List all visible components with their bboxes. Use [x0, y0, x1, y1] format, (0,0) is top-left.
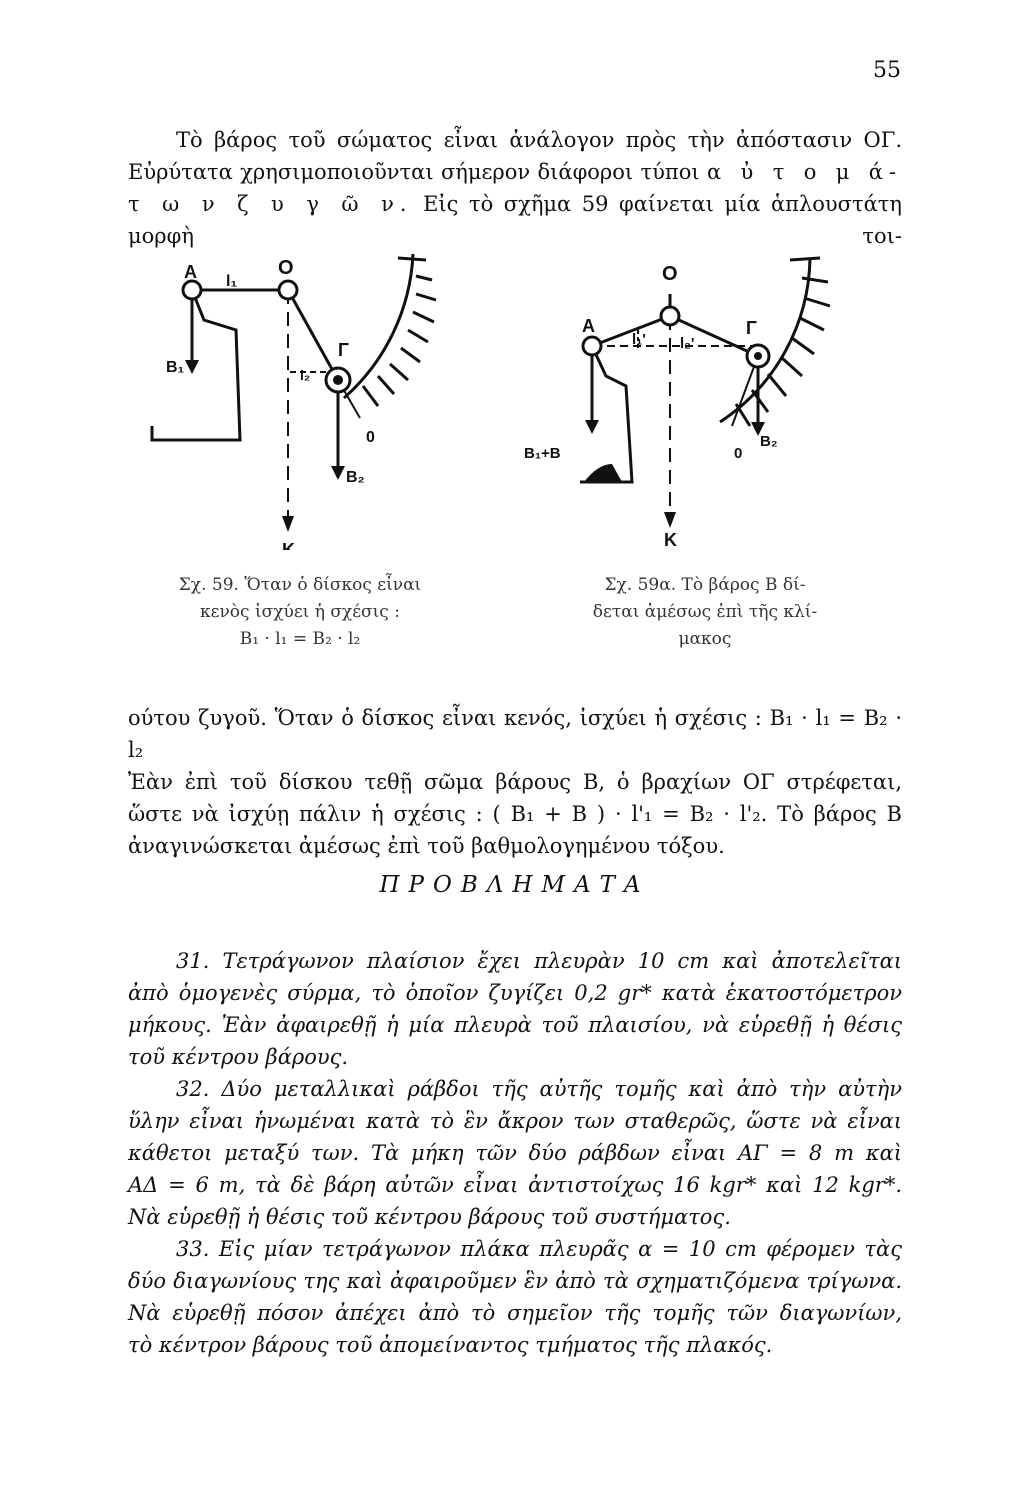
figure-59-caption: Σχ. 59. Ὅταν ὁ δίσκος εἶναι κενὸς ἰσχύει ἡ σχέσις : B₁ · l₁ = B₂ · l₂	[178, 575, 422, 649]
text-line: κάθετοι μεταξύ των. Τὰ μήκη τῶν δύο ράβδων εἶναι ΑΓ = 8 m καὶ	[128, 1141, 902, 1165]
label-zero: 0	[366, 429, 375, 446]
problem-31	[128, 945, 902, 1073]
text-line: ἀπὸ ὁμογενὲς σύρμα, τὸ ὁποῖον ζυγίζει 0,2 gr* κατὰ ἑκατοστόμετρον	[128, 981, 902, 1005]
text-line: ἀναγινώσκεται ἀμέσως ἐπὶ τοῦ βαθμολογημένου τόξου.	[128, 834, 725, 858]
text-line: Νὰ εὑρεθῇ ἡ θέσις τοῦ κέντρου βάρους τοῦ συστήματος.	[128, 1205, 731, 1229]
figure-59	[130, 250, 490, 554]
text-line: μήκους. Ἐὰν ἀφαιρεθῇ ἡ μία πλευρὰ τοῦ πλαισίου, νὰ εὑρεθῇ ἡ θέσις	[128, 1013, 902, 1037]
text-line: 32. Δύο μεταλλικαὶ ράβδοι τῆς αὐτῆς τομῆς καὶ ἀπὸ τὴν αὐτὴν	[176, 1077, 902, 1101]
intro-paragraph	[128, 124, 902, 252]
label-zero: 0	[734, 445, 743, 462]
figure-59a-caption: Σχ. 59α. Τὸ βάρος B δί- δεται ἀμέσως ἐπὶ τῆς κλί- μακος	[592, 575, 818, 649]
text-line: Εὐρύτατα χρησιμοποιοῦνται σήμερον διάφοροι τύποι α ὐ τ ο μ ά-	[128, 160, 903, 184]
text-line: ὥστε νὰ ἰσχύῃ πάλιν ἡ σχέσις : ( B₁ + B ) · l'₁ = B₂ · l'₂. Τὸ βάρος B	[128, 802, 902, 826]
label-l2: l₂	[300, 367, 311, 383]
figure-59-diagram	[130, 250, 490, 550]
label-O: O	[278, 257, 294, 279]
label-l2: l₂'	[680, 335, 695, 352]
label-B2: B₂	[760, 433, 778, 450]
label-gamma: Γ	[746, 318, 757, 338]
problem-33	[128, 1233, 902, 1361]
problem-32	[128, 1073, 902, 1233]
label-A: A	[582, 316, 595, 336]
label-l1: l₁'	[632, 331, 646, 348]
label-K: K	[664, 530, 677, 550]
text-line: τὸ κέντρον βάρους τοῦ ἀπομείναντος τμήματος τῆς πλακός.	[128, 1333, 773, 1357]
text-line: 33. Εἰς μίαν τετράγωνον πλάκα πλευρᾶς α = 10 cm φέρομεν τὰς	[176, 1237, 902, 1261]
text-line: ΑΔ = 6 m, τὰ δὲ βάρη αὐτῶν εἶναι ἀντιστοίχως 16 kgr* καὶ 12 kgr*.	[128, 1173, 902, 1197]
figure-59a	[520, 250, 850, 554]
page-number: 55	[873, 58, 901, 83]
text-line: Νὰ εὑρεθῇ πόσον ἀπέχει ἀπὸ τὸ σημεῖον τῆς τομῆς τῶν διαγωνίων,	[128, 1301, 902, 1325]
body-paragraph	[128, 702, 902, 862]
label-B2: B₂	[346, 469, 365, 486]
problems-section	[128, 945, 902, 1361]
label-l1: l₁	[226, 273, 238, 290]
spaced-word: α ὐ τ ο μ ά-	[707, 160, 903, 184]
text-line: 31. Τετράγωνον πλαίσιον ἔχει πλευρὰν 10 cm καὶ ἀποτελεῖται	[176, 949, 902, 973]
text-line: τοῦ κέντρου βάρους.	[128, 1045, 349, 1069]
text-line: Τὸ βάρος τοῦ σώματος εἶναι ἀνάλογον πρὸς τὴν ἀπόστασιν ΟΓ.	[176, 128, 902, 152]
figure-59a-diagram	[520, 250, 850, 550]
spaced-word: τ ω ν ζ υ γ ῶ ν.	[128, 192, 413, 216]
text-line: ούτου ζυγοῦ. Ὅταν ὁ δίσκος εἶναι κενός, ἰσχύει ἡ σχέσις : B₁ · l₁ = B₂ · l₂	[128, 706, 902, 762]
label-B1-plus-B: B₁+B	[524, 445, 561, 462]
text-line: Ἐὰν ἐπὶ τοῦ δίσκου τεθῇ σῶμα βάρους B, ὁ βραχίων ΟΓ στρέφεται,	[128, 770, 902, 794]
label-O: O	[662, 263, 678, 285]
label-A: A	[184, 262, 197, 282]
text-line: ὕλην εἶναι ἡνωμέναι κατὰ τὸ ἓν ἄκρον των σταθερῶς, ὥστε νὰ εἶναι	[128, 1109, 902, 1133]
section-heading: ΠΡΟΒΛΗΜΑΤΑ	[379, 872, 650, 898]
text-line: δύο διαγωνίους της καὶ ἀφαιροῦμεν ἓν ἀπὸ τὰ σχηματιζόμενα τρίγωνα.	[128, 1269, 902, 1293]
label-B1: B₁	[166, 359, 185, 376]
text-line: τ ω ν ζ υ γ ῶ ν. Εἰς τὸ σχῆμα 59 φαίνεται μία ἁπλουστάτη μορφὴ τοι-	[128, 192, 902, 248]
label-gamma: Γ	[338, 340, 349, 360]
label-K: K	[282, 540, 295, 550]
